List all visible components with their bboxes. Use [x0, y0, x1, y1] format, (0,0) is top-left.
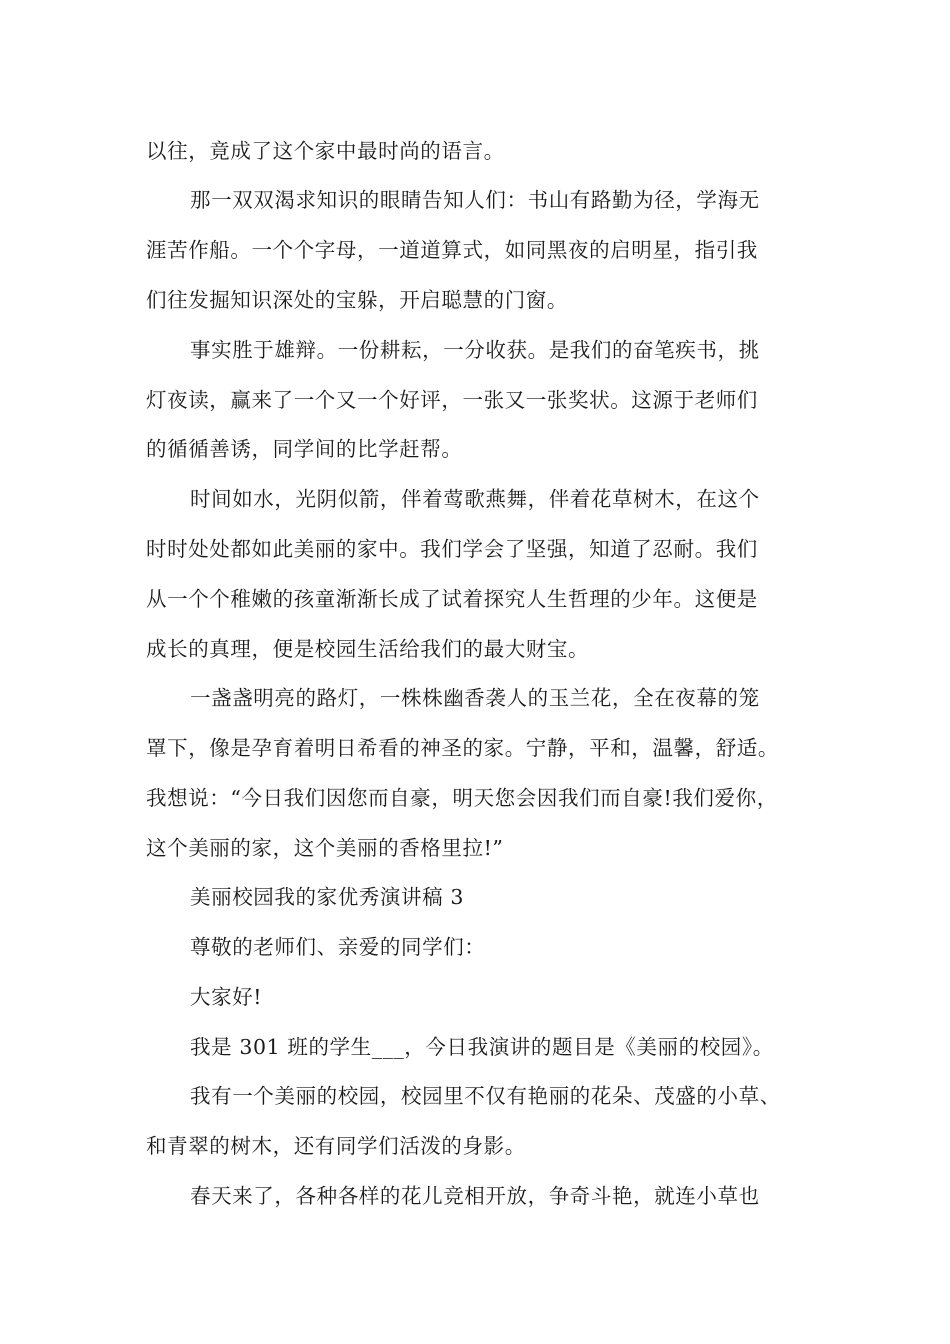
text-line-10: 从一个个稚嫩的孩童渐渐长成了试着探究人生哲理的少年。这便是	[146, 587, 758, 611]
text-line-9: 时时处处都如此美丽的家中。我们学会了坚强，知道了忍耐。我们	[146, 537, 758, 561]
text-line-3: 涯苦作船。一个个字母，一道道算式，如同黑夜的启明星，指引我	[146, 238, 758, 262]
text-line-12: 一盏盏明亮的路灯，一株株幽香袭人的玉兰花，全在夜幕的笼	[190, 686, 760, 710]
text-line-8: 时间如水，光阴似箭，伴着莺歌燕舞，伴着花草树木，在这个	[190, 487, 760, 511]
text-line-11: 成长的真理，便是校园生活给我们的最大财宝。	[146, 637, 590, 661]
greeting: 大家好!	[190, 985, 263, 1009]
text-line-20: 我有一个美丽的校园，校园里不仅有艳丽的花朵、茂盛的小草、	[190, 1084, 781, 1108]
text-line-13: 罩下，像是孕育着明日希看的神圣的家。宁静，平和，温馨，舒适。	[146, 736, 779, 760]
text-line-7: 的循循善诱，同学间的比学赶帮。	[146, 437, 463, 461]
text-line-5: 事实胜于雄辩。一份耕耘，一分收获。是我们的奋笔疾书，挑	[190, 338, 760, 362]
text-line-21: 和青翠的树木，还有同学们活泼的身影。	[146, 1134, 526, 1158]
section-heading: 美丽校园我的家优秀演讲稿 3	[190, 885, 464, 909]
text-line-22: 春天来了，各种各样的花儿竞相开放，争奇斗艳，就连小草也	[190, 1184, 760, 1208]
text-line-4: 们往发掘知识深处的宝躲，开启聪慧的门窗。	[146, 288, 568, 312]
text-line-14: 我想说：“今日我们因您而自豪，明天您会因我们而自豪!我们爱你，	[146, 786, 778, 810]
text-line-6: 灯夜读，赢来了一个又一个好评，一张又一张奖状。这源于老师们	[146, 388, 758, 412]
text-line-15: 这个美丽的家，这个美丽的香格里拉!”	[146, 836, 504, 860]
salutation: 尊敬的老师们、亲爱的同学们：	[190, 935, 486, 959]
text-line-1: 以往，竟成了这个家中最时尚的语言。	[146, 139, 505, 163]
text-line-19: 我是 301 班的学生___，今日我演讲的题目是《美丽的校园》。	[190, 1035, 774, 1059]
text-line-2: 那一双双渴求知识的眼睛告知人们：书山有路勤为径，学海无	[190, 188, 760, 212]
